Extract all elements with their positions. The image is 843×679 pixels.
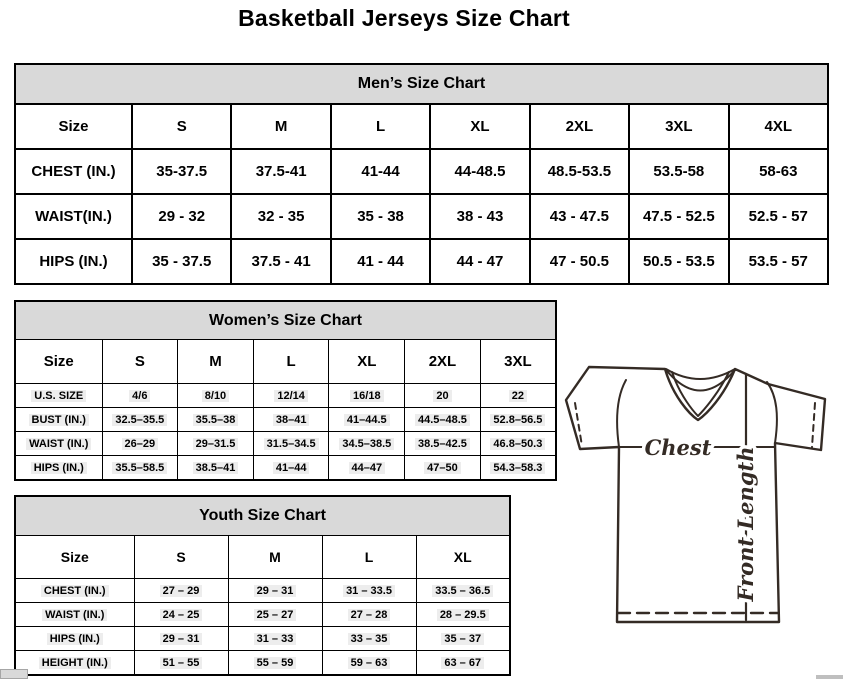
youth-waist-row (15, 603, 510, 627)
mens-col-header: M (231, 104, 330, 149)
youth-col-header: Size (15, 536, 134, 579)
mens-table-title: Men’s Size Chart (15, 64, 828, 104)
mens-cell: 32 - 35 (231, 194, 330, 239)
mens-cell: 37.5 - 41 (231, 239, 330, 284)
womens-cell: 54.3–58.3 (480, 456, 556, 481)
youth-cell: 29 – 31 (228, 579, 322, 603)
mens-cell: 53.5 - 57 (729, 239, 828, 284)
womens-row-label: U.S. SIZE (15, 384, 102, 408)
womens-table-caption-row (15, 301, 556, 340)
womens-cell: 44.5–48.5 (405, 408, 481, 432)
mens-cell: 44 - 47 (430, 239, 529, 284)
womens-col-header: L (253, 340, 329, 384)
mens-col-header: L (331, 104, 430, 149)
youth-chest-row (15, 579, 510, 603)
womens-table-title: Women’s Size Chart (15, 301, 556, 340)
womens-cell: 26–29 (102, 432, 178, 456)
youth-size-table (14, 495, 511, 676)
mens-table-caption-row (15, 64, 828, 104)
mens-cell: 41 - 44 (331, 239, 430, 284)
jersey-diagram-graphic (556, 356, 843, 634)
youth-cell: 33.5 – 36.5 (416, 579, 510, 603)
youth-cell: 35 – 37 (416, 627, 510, 651)
womens-cell: 29–31.5 (178, 432, 254, 456)
page-title: Basketball Jerseys Size Chart (238, 5, 570, 31)
womens-cell: 38.5–42.5 (405, 432, 481, 456)
womens-col-header: 2XL (405, 340, 481, 384)
womens-cell: 46.8–50.3 (480, 432, 556, 456)
mens-cell: 47 - 50.5 (530, 239, 629, 284)
youth-header-row (15, 536, 510, 579)
mens-header-row (15, 104, 828, 149)
youth-cell: 27 – 29 (134, 579, 228, 603)
womens-bust-row (15, 408, 556, 432)
youth-row-label: HEIGHT (IN.) (15, 651, 134, 676)
youth-row-label: WAIST (IN.) (15, 603, 134, 627)
youth-cell: 59 – 63 (322, 651, 416, 676)
womens-cell: 4/6 (102, 384, 178, 408)
womens-us-size-row (15, 384, 556, 408)
mens-cell: 29 - 32 (132, 194, 231, 239)
youth-cell: 31 – 33 (228, 627, 322, 651)
youth-cell: 55 – 59 (228, 651, 322, 676)
mens-cell: 50.5 - 53.5 (629, 239, 728, 284)
mens-hips-row (15, 239, 828, 284)
youth-col-header: M (228, 536, 322, 579)
mens-cell: 47.5 - 52.5 (629, 194, 728, 239)
womens-header-row (15, 340, 556, 384)
youth-col-header: XL (416, 536, 510, 579)
mens-col-header: 3XL (629, 104, 728, 149)
womens-cell: 52.8–56.5 (480, 408, 556, 432)
mens-cell: 41-44 (331, 149, 430, 194)
youth-hips-row (15, 627, 510, 651)
mens-row-label: CHEST (IN.) (15, 149, 132, 194)
mens-cell: 53.5-58 (629, 149, 728, 194)
mens-cell: 37.5-41 (231, 149, 330, 194)
youth-col-header: S (134, 536, 228, 579)
womens-size-table (14, 300, 557, 481)
mens-chest-row (15, 149, 828, 194)
mens-cell: 58-63 (729, 149, 828, 194)
mens-col-header: Size (15, 104, 132, 149)
womens-cell: 47–50 (405, 456, 481, 481)
youth-height-row (15, 651, 510, 676)
womens-hips-row (15, 456, 556, 481)
youth-cell: 51 – 55 (134, 651, 228, 676)
womens-cell: 41–44 (253, 456, 329, 481)
scrollbar-fragment-left (0, 669, 28, 679)
mens-col-header: XL (430, 104, 529, 149)
womens-col-header: M (178, 340, 254, 384)
jersey-measurement-diagram (556, 356, 843, 639)
womens-waist-row (15, 432, 556, 456)
womens-cell: 22 (480, 384, 556, 408)
mens-cell: 48.5-53.5 (530, 149, 629, 194)
left-sleeve-seam (617, 380, 626, 447)
mens-col-header: 2XL (530, 104, 629, 149)
collar-arc-outer (666, 369, 735, 379)
youth-table-title: Youth Size Chart (15, 496, 510, 536)
right-cuff-stitch (812, 403, 815, 447)
womens-cell: 8/10 (178, 384, 254, 408)
womens-cell: 44–47 (329, 456, 405, 481)
youth-col-header: L (322, 536, 416, 579)
chest-label: Chest (644, 435, 712, 460)
youth-cell: 27 – 28 (322, 603, 416, 627)
womens-cell: 38–41 (253, 408, 329, 432)
womens-row-label: BUST (IN.) (15, 408, 102, 432)
youth-cell: 25 – 27 (228, 603, 322, 627)
mens-cell: 52.5 - 57 (729, 194, 828, 239)
womens-col-header: 3XL (480, 340, 556, 384)
mens-cell: 44-48.5 (430, 149, 529, 194)
mens-cell: 35 - 38 (331, 194, 430, 239)
womens-col-header: XL (329, 340, 405, 384)
mens-waist-row (15, 194, 828, 239)
youth-table-caption-row (15, 496, 510, 536)
womens-cell: 16/18 (329, 384, 405, 408)
youth-row-label: HIPS (IN.) (15, 627, 134, 651)
jersey-outline (566, 367, 825, 622)
womens-col-header: S (102, 340, 178, 384)
womens-cell: 20 (405, 384, 481, 408)
womens-cell: 31.5–34.5 (253, 432, 329, 456)
front-length-label: Front Length (733, 446, 758, 602)
womens-row-label: HIPS (IN.) (15, 456, 102, 481)
mens-col-header: S (132, 104, 231, 149)
youth-cell: 24 – 25 (134, 603, 228, 627)
mens-col-header: 4XL (729, 104, 828, 149)
youth-cell: 33 – 35 (322, 627, 416, 651)
womens-row-label: WAIST (IN.) (15, 432, 102, 456)
youth-row-label: CHEST (IN.) (15, 579, 134, 603)
mens-row-label: HIPS (IN.) (15, 239, 132, 284)
mens-cell: 35-37.5 (132, 149, 231, 194)
womens-cell: 41–44.5 (329, 408, 405, 432)
womens-cell: 32.5–35.5 (102, 408, 178, 432)
youth-cell: 31 – 33.5 (322, 579, 416, 603)
scrollbar-fragment-right (816, 675, 843, 679)
mens-cell: 38 - 43 (430, 194, 529, 239)
mens-size-table (14, 63, 829, 285)
youth-cell: 63 – 67 (416, 651, 510, 676)
womens-cell: 35.5–58.5 (102, 456, 178, 481)
mens-cell: 43 - 47.5 (530, 194, 629, 239)
mens-cell: 35 - 37.5 (132, 239, 231, 284)
mens-row-label: WAIST(IN.) (15, 194, 132, 239)
womens-cell: 35.5–38 (178, 408, 254, 432)
youth-cell: 29 – 31 (134, 627, 228, 651)
womens-col-header: Size (15, 340, 102, 384)
right-sleeve-seam (767, 382, 777, 443)
youth-cell: 28 – 29.5 (416, 603, 510, 627)
womens-cell: 34.5–38.5 (329, 432, 405, 456)
womens-cell: 12/14 (253, 384, 329, 408)
womens-cell: 38.5–41 (178, 456, 254, 481)
